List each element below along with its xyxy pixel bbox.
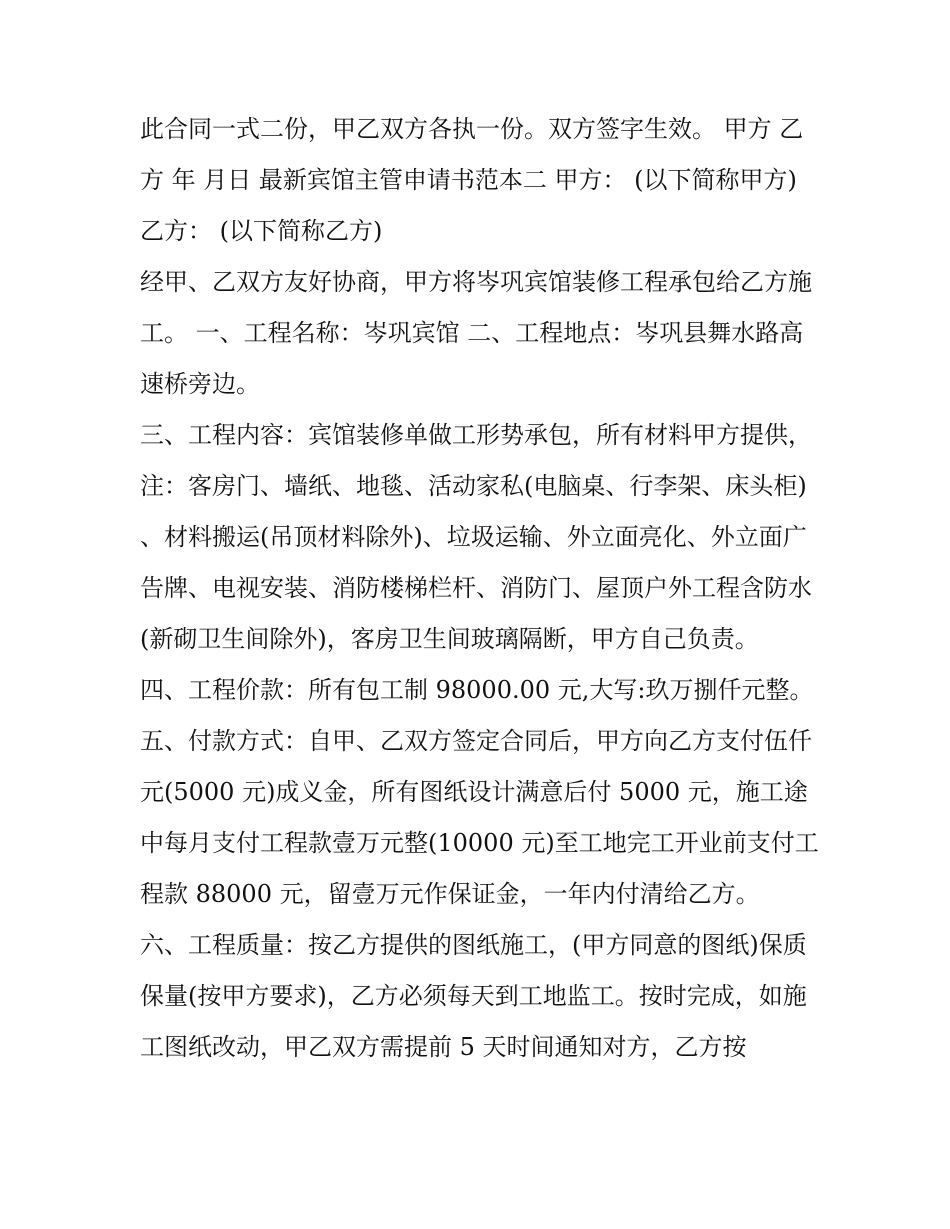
paragraph-payment-method: 五、付款方式：自甲、乙双方签定合同后，甲方向乙方支付伍仟元(5000 元)成义金，所有图纸设计满意后付 5000 元，施工途中每月支付工程款壹万元整(10000 元)至工地完工开业前支付工程款 88000 元，留壹万元作保证金，一年内付清给乙方。 (140, 727, 819, 908)
document-body (140, 104, 820, 1073)
paragraph-copies-and-parties: 此合同一式二份，甲乙双方各执一份。双方签字生效。 甲方 乙方 年 月日 最新宾馆主管申请书范本二 甲方： (以下简称甲方) 乙方： (以下简称乙方) (140, 115, 804, 245)
paragraph-project-price: 四、工程价款：所有包工制 98000.00 元,大写:玖万捌仟元整。 (140, 676, 814, 704)
paragraph-project-name-location: 经甲、乙双方友好协商，甲方将岑巩宾馆装修工程承包给乙方施工。 一、工程名称：岑巩宾馆 二、工程地点：岑巩县舞水路高速桥旁边。 (140, 268, 812, 398)
paragraph-project-content: 三、工程内容：宾馆装修单做工形势承包，所有材料甲方提供，注：客房门、墙纸、地毯、活动家私(电脑桌、行李架、床头柜)、材料搬运(吊顶材料除外)、垃圾运输、外立面亮化、外立面广告牌、电视安装、消防楼梯栏杆、消防门、屋顶户外工程含防水(新砌卫生间除外)，客房卫生间玻璃隔断，甲方自己负责。 (140, 421, 812, 653)
paragraph-project-quality: 六、工程质量：按乙方提供的图纸施工，(甲方同意的图纸)保质保量(按甲方要求)，乙方必须每天到工地监工。按时完成，如施工图纸改动，甲乙双方需提前 5 天时间通知对方，乙方按 (140, 931, 807, 1061)
